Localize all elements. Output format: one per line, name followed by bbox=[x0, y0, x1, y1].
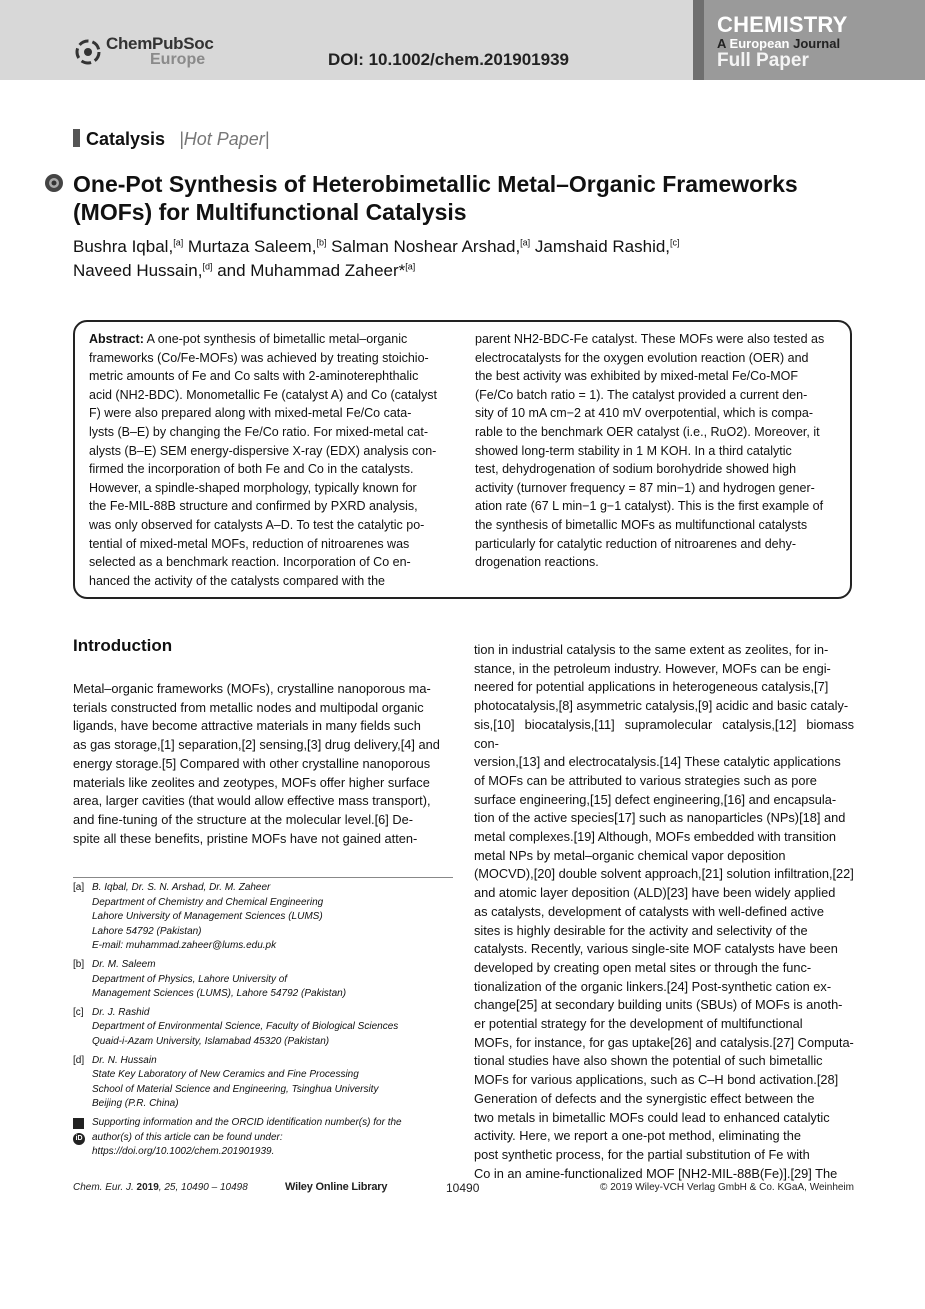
supporting-info-note: iD Supporting information and the ORCID identification number(s) for the author(s) of this article can be found under: https://doi.org/10.1002/chem.201901939. bbox=[73, 1116, 453, 1160]
doi-link[interactable]: DOI: 10.1002/chem.201901939 bbox=[328, 50, 570, 69]
body-line: stance, in the petroleum industry. However, MOFs can be engi- bbox=[474, 660, 831, 676]
body-line: tion of the active species[17] such as nanoparticles (NPs)[18] and bbox=[474, 810, 846, 826]
author-list: Bushra Iqbal,[a] Murtaza Saleem,[b] Salman Noshear Arshad,[a] Jamshaid Rashid,[c] Naveed Hussain,[d] and Muhammad Zaheer*[a] bbox=[73, 237, 680, 280]
citation: Chem. Eur. J. 2019, 25, 10490 – 10498 bbox=[73, 1182, 248, 1193]
supporting-info-icon bbox=[73, 1118, 84, 1129]
affiliations bbox=[73, 881, 453, 1160]
body-line: er potential strategy for the development of multifunctional bbox=[474, 1016, 803, 1032]
abstract-line: Abstract: A one-pot synthesis of bimetallic metal–organic bbox=[89, 332, 408, 346]
body-line: Co in an amine-functionalized MOF [NH2-MIL-88B(Fe)].[29] The bbox=[474, 1165, 838, 1181]
abstract-line: metric amounts of Fe and Co salts with 2-aminoterephthalic bbox=[89, 369, 419, 384]
affiliation-b: [b] Dr. M. Saleem Department of Physics, Lahore University of Management Sciences (LUMS), Lahore 54792 (Pakistan) bbox=[73, 958, 347, 1000]
page-header bbox=[0, 0, 925, 80]
hot-paper-label: |Hot Paper| bbox=[179, 129, 270, 149]
section-marker bbox=[73, 129, 80, 147]
abstract-line: selected as a benchmark reaction. Incorporation of Co en- bbox=[89, 555, 411, 570]
abstract-line: test, dehydrogenation of sodium borohydride showed high bbox=[475, 462, 797, 477]
abstract-line: activity (turnover frequency = 87 min−1) and hydrogen gener- bbox=[475, 480, 815, 495]
abstract-line: parent NH2-BDC-Fe catalyst. These MOFs were also tested as bbox=[475, 332, 825, 346]
abstract-line: acid (NH2-BDC). Monometallic Fe (catalyst A) and Co (catalyst bbox=[89, 387, 438, 402]
abstract-line: alysts (B–E) SEM energy-dispersive X-ray (EDX) analysis con- bbox=[89, 443, 437, 458]
body-line: Metal–organic frameworks (MOFs), crystalline nanoporous ma- bbox=[73, 681, 431, 696]
abstract-line: the Fe-MIL-88B structure and confirmed by PXRD analysis, bbox=[89, 499, 418, 514]
body-line: spite all these benefits, pristine MOFs have not gained atten- bbox=[73, 830, 418, 846]
author: Salman Noshear Arshad, bbox=[326, 237, 521, 256]
abstract-line: the best activity was exhibited by mixed-metal Fe/Co-MOF bbox=[475, 369, 799, 384]
body-line: developed by creating open metal sites or through the func- bbox=[474, 959, 812, 975]
abstract-right-column bbox=[475, 330, 839, 572]
body-line: change[25] at secondary building units (SBUs) of MOFs is anoth- bbox=[474, 997, 843, 1013]
email-link[interactable]: E-mail: muhammad.zaheer@lums.edu.pk bbox=[92, 940, 277, 952]
body-line: tion in industrial catalysis to the same extent as zeolites, for in- bbox=[474, 642, 829, 657]
supporting-info-link[interactable]: https://doi.org/10.1002/chem.201901939. bbox=[92, 1146, 275, 1158]
body-line: MOFs, for instance, for gas uptake[26] and catalysis.[27] Computa- bbox=[474, 1034, 854, 1050]
body-line: tional studies have also shown the potential of such bimetallic bbox=[474, 1053, 823, 1069]
body-line: Generation of defects and the synergistic effect between the bbox=[474, 1090, 815, 1106]
body-line: sites is highly desirable for the activity and selectivity of the bbox=[474, 922, 808, 938]
title-bullet-icon bbox=[44, 173, 64, 193]
abstract-line: drogenation reactions. bbox=[475, 555, 599, 570]
abstract-label: Abstract: bbox=[89, 332, 144, 346]
abstract-line: sity of 10 mA cm−2 at 410 mV overpotential, which is compa- bbox=[475, 406, 814, 421]
article-title: One-Pot Synthesis of Heterobimetallic Metal–Organic Frameworks (MOFs) for Multifunctional Catalysis bbox=[73, 170, 863, 226]
chempubsoc-logo[interactable] bbox=[72, 34, 212, 70]
body-line: area, larger cavities (that would allow effective mass transport), bbox=[73, 793, 431, 809]
abstract-line: frameworks (Co/Fe-MOFs) was achieved by treating stoichio- bbox=[89, 350, 429, 365]
body-line: terials constructed from metallic nodes and multipodal organic bbox=[73, 699, 424, 715]
abstract-left-column bbox=[89, 330, 453, 590]
journal-tab bbox=[693, 0, 925, 80]
body-line: version,[13] and electrocatalysis.[14] These catalytic applications bbox=[474, 754, 841, 770]
journal-tab-bar bbox=[693, 0, 704, 80]
body-line: surface engineering,[15] defect engineering,[16] and encapsula- bbox=[474, 791, 837, 807]
affiliation-a: [a] B. Iqbal, Dr. S. N. Arshad, Dr. M. Zaheer Department of Chemistry and Chemical Engineering Lahore University of Management Sciences (LUMS) Lahore 54792 (Pakistan) E-mail: muhammad.zaheer@lums.edu.pk bbox=[73, 881, 453, 954]
abstract-line: firmed the incorporation of both Fe and Co in the catalysts. bbox=[89, 462, 414, 477]
intro-left-column bbox=[73, 680, 453, 848]
body-line: ligands, have become attractive materials in many fields such bbox=[73, 718, 421, 734]
introduction-heading: Introduction bbox=[73, 636, 173, 655]
body-line: and atomic layer deposition (ALD)[23] have been widely applied bbox=[474, 885, 836, 901]
body-line: tionalization of the organic linkers.[24] Post-synthetic cation ex- bbox=[474, 978, 832, 994]
abstract-line: lysts (B–E) by changing the Fe/Co ratio. For mixed-metal cat- bbox=[89, 424, 429, 439]
affiliation-c: [c] Dr. J. Rashid Department of Environmental Science, Faculty of Biological Sciences Quaid-i-Azam University, Islamabad 45320 (Pakistan) bbox=[73, 1006, 399, 1047]
section-tag bbox=[73, 129, 269, 150]
author: Jamshaid Rashid, bbox=[530, 237, 671, 256]
body-line: metal NPs by metal–organic chemical vapor deposition bbox=[474, 847, 786, 863]
logo-line2: Europe bbox=[150, 51, 206, 68]
article-type: Full Paper bbox=[717, 50, 809, 71]
abstract-line: tential of mixed-metal MOFs, reduction of nitroarenes was bbox=[89, 536, 410, 551]
body-line: MOFs for various applications, such as C–H bond activation.[28] bbox=[474, 1072, 839, 1088]
author-corresponding: and Muhammad Zaheer* bbox=[212, 261, 406, 280]
body-line: sis,[10] biocatalysis,[11] supramolecular catalysis,[12] biomass con- bbox=[474, 716, 854, 751]
body-line: neered for potential applications in heterogeneous catalysis,[7] bbox=[474, 679, 829, 695]
abstract-line: rable to the benchmark OER catalyst (i.e., RuO2). Moreover, it bbox=[475, 424, 820, 439]
body-line: as catalysts, development of catalysts with well-defined active bbox=[474, 903, 824, 919]
affiliation-d: [d] Dr. N. Hussain State Key Laboratory of New Ceramics and Fine Processing School of Material Science and Engineering, Tsinghua University Beijing (P.R. China) bbox=[73, 1054, 379, 1110]
abstract-line: showed long-term stability in 1 M KOH. In a third catalytic bbox=[475, 443, 792, 458]
copyright: © 2019 Wiley-VCH Verlag GmbH & Co. KGaA, Weinheim bbox=[600, 1182, 854, 1193]
abstract-line: the synthesis of bimetallic MOFs as multifunctional catalysts bbox=[475, 517, 808, 532]
body-line: (MOCVD),[20] double solvent approach,[21] solution infiltration,[22] bbox=[474, 866, 854, 882]
abstract-box bbox=[73, 320, 852, 599]
orcid-icon[interactable]: iD bbox=[73, 1133, 85, 1145]
body-line: energy storage.[5] Compared with other crystalline nanoporous bbox=[73, 755, 431, 771]
footnote-divider bbox=[73, 877, 453, 878]
abstract-line: electrocatalysts for the oxygen evolution reaction (OER) and bbox=[475, 350, 809, 365]
page-number: 10490 bbox=[446, 1181, 480, 1195]
category-label: Catalysis bbox=[86, 129, 166, 149]
body-line: post synthetic process, for the partial substitution of Fe with bbox=[474, 1146, 810, 1162]
abstract-line: F) were also prepared along with mixed-metal Fe/Co cata- bbox=[89, 406, 412, 421]
abstract-line: ation rate (67 L min−1 g−1 catalyst). This is the first example of bbox=[475, 499, 824, 514]
body-line: materials like zeolites and zeotypes, MOFs offer higher surface bbox=[73, 774, 430, 790]
body-line: and fine-tuning of the structure at the molecular level.[6] De- bbox=[73, 811, 414, 827]
author: Murtaza Saleem, bbox=[183, 237, 317, 256]
author: Bushra Iqbal, bbox=[73, 237, 174, 256]
body-line: as gas storage,[1] separation,[2] sensing,[3] drug delivery,[4] and bbox=[73, 737, 440, 753]
wiley-online-library-link[interactable]: Wiley Online Library bbox=[285, 1181, 388, 1193]
body-line: two metals in bimetallic MOFs could lead to enhanced catalytic bbox=[474, 1109, 830, 1125]
body-line: metal complexes.[19] Although, MOFs embedded with transition bbox=[474, 829, 837, 845]
body-line: activity. Here, we report a one-pot method, eliminating the bbox=[474, 1128, 801, 1144]
intro-right-column bbox=[474, 641, 854, 1183]
journal-name: CHEMISTRY bbox=[717, 12, 848, 37]
body-line: photocatalysis,[8] asymmetric catalysis,[9] acidic and basic cataly- bbox=[474, 698, 849, 714]
body-line: catalysts. Recently, various single-site MOF catalysts have been bbox=[474, 941, 838, 957]
abstract-line: particularly for catalytic reduction of nitroarenes and dehy- bbox=[475, 536, 796, 551]
abstract-line: (Fe/Co batch ratio = 1). The catalyst provided a current den- bbox=[475, 387, 808, 402]
author: Naveed Hussain, bbox=[73, 261, 203, 280]
logo-line1: ChemPubSoc bbox=[106, 34, 214, 53]
journal-subtitle: A European Journal bbox=[717, 36, 841, 51]
abstract-line: was only observed for catalysts A–D. To test the catalytic po- bbox=[89, 517, 425, 532]
chempubsoc-logo-icon bbox=[72, 36, 104, 68]
body-line: of MOFs can be attributed to various strategies such as pore bbox=[474, 772, 817, 788]
abstract-line: However, a spindle-shaped morphology, typically known for bbox=[89, 480, 417, 495]
abstract-line: hanced the activity of the catalysts compared with the bbox=[89, 573, 385, 588]
